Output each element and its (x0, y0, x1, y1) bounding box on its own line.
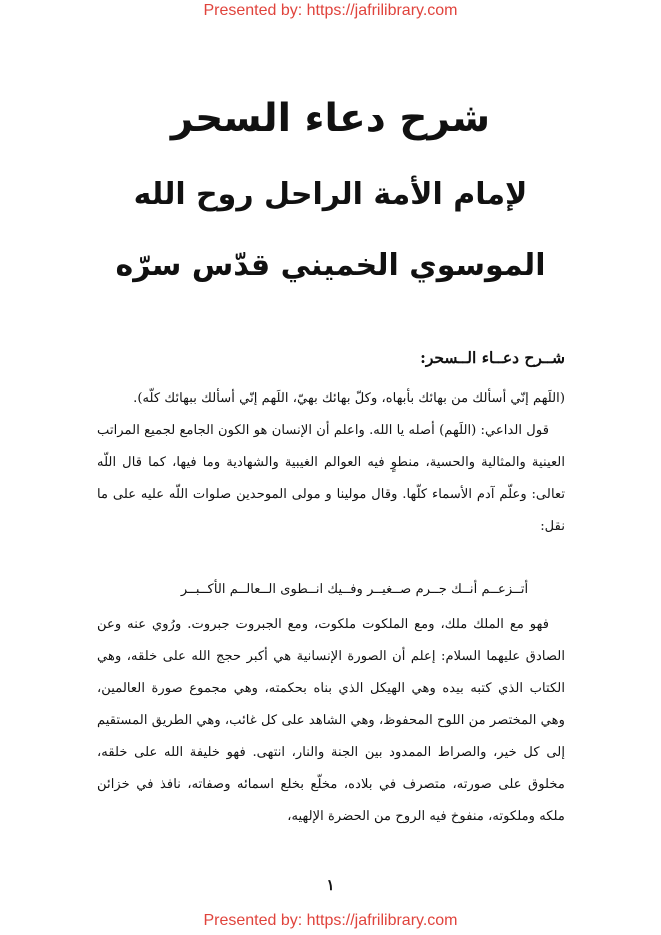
paragraph-supplication: (اللَهم إنّي أسألك من بهائك بأبهاه، وكلّ بهائك بهيّ، اللَهم إنّي أسألك ببهائك كلّه). (133, 391, 565, 406)
presented-by-banner-top[interactable]: Presented by: https://jafrilibrary.com (203, 2, 458, 19)
paragraph-commentary: قول الداعي: (اللَهم) أصله يا الله. واعلم أن الإنسان هو الكون الجامع لجميع المراتب العينية والمثالية والحسية، منطوٍ فيه العوالم الغيبية والشهادية وما فيها، كما قال اللّه تعالى: وعلّم آدم الأسماء كلّها. وقال مولينا و مولى الموحدين صلوات اللّه عليه على ما نقل: (97, 423, 565, 534)
page-number: ١ (326, 876, 335, 894)
page-title: شرح دعاء السحر (170, 96, 491, 141)
section-heading: شــرح دعــاء الــسحر: (420, 348, 565, 367)
poetry-verse: أتــزعــم أنــك جــرم صــغيــر وفــيك انــطوى الــعالــم الأكــبــر (180, 582, 529, 597)
author-line-2: الموسوي الخميني قدّس سرّه (115, 248, 546, 283)
paragraph-continuation: فهو مع الملك ملك، ومع الملكوت ملكوت، ومع الجبروت جبروت. ورُوي عنه وعن الصادق عليهما السلام: إعلم أن الصورة الإنسانية هي أكبر حجج الله على خلقه، وهي الكتاب الذي كتبه بيده وهي الهيكل الذي بناه بحكمته، وهي مجموع صورة العالمين، وهي المختصر من اللوح المحفوظ، وهي الشاهد على كل غائب، وهي الطريق المستقيم إلى كل خير، والصراط الممدود بين الجنة والنار، انتهى. فهو خليفة الله على خلقه، مخلوق على صورته، متصرف في بلاده، مخلّع بخلع اسمائه وصفاته، نافذ في خزائن ملكه وملكوته، منفوخ فيه الروح من الحضرة الإلهيه، (97, 617, 565, 824)
presented-by-banner-bottom[interactable]: Presented by: https://jafrilibrary.com (203, 912, 458, 929)
author-line-1: لإمام الأمة الراحل روح الله (133, 177, 528, 212)
body-block-1 (97, 383, 565, 543)
body-block-2 (97, 609, 565, 833)
